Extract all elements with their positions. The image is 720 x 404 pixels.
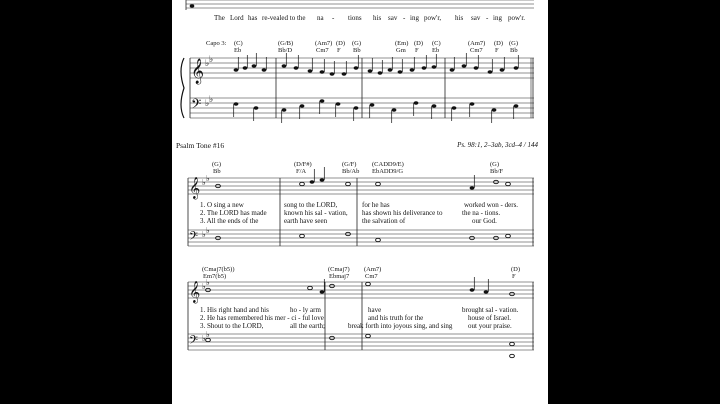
chord-symbol: (Am7)	[315, 40, 333, 47]
lyric-syllable: pow'r,	[424, 14, 442, 22]
note-head	[342, 72, 347, 75]
lyric-syllable: sav	[471, 14, 481, 22]
verse-text: 3. Shout to the LORD,	[200, 322, 264, 330]
verse-text: earth have seen	[284, 217, 328, 225]
svg-text:♭: ♭	[205, 59, 210, 69]
verse-text: break forth into joyous sing, and sing	[348, 322, 453, 330]
svg-text:♭: ♭	[209, 95, 214, 105]
verse-text: 2. He has remembered his mer - ci - ful love	[200, 314, 324, 322]
svg-text:𝄢: 𝄢	[191, 96, 202, 115]
capo-label: Capo 3:	[206, 40, 227, 47]
lyric-syllable: ing	[410, 14, 419, 22]
note-head	[376, 238, 381, 241]
note-head	[470, 288, 475, 291]
note-head	[506, 234, 511, 237]
note-head	[320, 99, 325, 102]
verse-text: ho - ly arm	[290, 306, 321, 314]
svg-text:♭: ♭	[209, 55, 214, 65]
note-head	[392, 108, 397, 111]
note-head	[310, 180, 315, 183]
note-head	[234, 102, 239, 105]
lyric-syllable: re-vealed to the	[262, 14, 306, 22]
svg-text:♭: ♭	[202, 282, 206, 291]
chord-symbol: Cm7	[470, 47, 483, 54]
verse-text: song to the LORD,	[284, 201, 338, 209]
scripture-reference: Ps. 98:1, 2–3ab, 3cd–4 / 144	[457, 141, 538, 149]
system3-bass-staff	[188, 334, 534, 350]
verse-text: 1. O sing a new	[200, 201, 244, 209]
chord-symbol: F	[415, 47, 419, 54]
note-head	[432, 65, 437, 68]
verse-text: 1. His right hand and his	[200, 306, 269, 314]
chord-symbol: (G)	[509, 40, 519, 47]
svg-text:♭: ♭	[206, 278, 210, 287]
chord-symbol: (G/B)	[278, 40, 294, 47]
note-head	[414, 101, 419, 104]
chord-symbol: Cm7	[365, 273, 378, 280]
note-head	[510, 342, 515, 345]
note-head	[410, 68, 415, 71]
note-head	[354, 106, 359, 109]
note-head	[452, 106, 457, 109]
note-head	[320, 70, 325, 73]
system2-bass-staff	[188, 230, 534, 246]
svg-text:♭: ♭	[206, 226, 210, 235]
lyric-syllable: -	[486, 14, 489, 22]
verse-text: 2. The LORD has made	[200, 209, 267, 217]
chord-symbol: (D)	[414, 40, 424, 47]
note-head	[368, 69, 373, 72]
note-head	[470, 102, 475, 105]
lyric-syllable: -	[332, 14, 335, 22]
note-head	[514, 66, 519, 69]
note-head	[320, 290, 325, 293]
svg-text:♭: ♭	[206, 330, 210, 339]
verse-text: known his sal - vation,	[284, 209, 348, 217]
note-head	[234, 68, 239, 71]
note-head	[484, 290, 489, 293]
svg-text:𝄢: 𝄢	[189, 230, 199, 246]
note-head	[470, 186, 475, 189]
chord-symbol: F	[337, 47, 341, 54]
note-head	[432, 104, 437, 107]
svg-text:𝄞: 𝄞	[191, 59, 205, 84]
chord-symbol: (D)	[494, 40, 504, 47]
system2-treble-staff	[188, 178, 534, 194]
verse-text: worked won - ders.	[464, 201, 519, 209]
verse-text: brought sal - vation.	[462, 306, 519, 314]
chord-symbol: (G/F)	[342, 161, 357, 168]
chord-symbol: (D)	[511, 266, 521, 273]
note-head	[488, 70, 493, 73]
chord-symbol: (Cmaj7)	[328, 266, 350, 273]
verse-text: the na - tions.	[462, 209, 501, 217]
chord-symbol: Bb	[213, 168, 221, 175]
note-head	[300, 182, 305, 185]
chord-symbol: F	[512, 273, 516, 280]
svg-text:♭: ♭	[206, 174, 210, 183]
note-head	[492, 108, 497, 111]
note-head	[300, 234, 305, 237]
chord-symbol: F	[495, 47, 499, 54]
note-head	[378, 71, 383, 74]
chord-symbol: (Am7)	[364, 266, 382, 273]
note-head	[506, 182, 511, 185]
verse-text: all the earth;	[290, 322, 325, 330]
note-head	[308, 286, 313, 289]
note-head	[330, 72, 335, 75]
chord-symbol: (C)	[432, 40, 441, 47]
chord-symbol: (G)	[212, 161, 222, 168]
chord-symbol: Ebmaj7	[329, 273, 350, 280]
verse-text: for he has	[362, 201, 390, 209]
svg-text:𝄢: 𝄢	[189, 334, 199, 350]
chord-symbol: Em7(b5)	[203, 273, 227, 280]
chord-symbol: Bb/F	[490, 168, 504, 175]
note-head	[366, 334, 371, 337]
chord-symbol: Cm7	[316, 47, 329, 54]
chord-symbol: Eb	[432, 47, 440, 54]
note-head	[346, 182, 351, 185]
lyric-syllable: na	[317, 14, 324, 22]
note-head	[500, 68, 505, 71]
verse-text: out your praise.	[468, 322, 512, 330]
note-head	[282, 108, 287, 111]
chord-symbol: (D)	[336, 40, 346, 47]
note-head	[514, 104, 519, 107]
note-head	[398, 70, 403, 73]
note-head	[300, 104, 305, 107]
verse-text: house of Israel.	[468, 314, 511, 322]
chord-symbol: Eb	[234, 47, 242, 54]
note-head	[294, 66, 299, 69]
lyric-syllable: Lord	[230, 14, 244, 22]
note-head	[308, 69, 313, 72]
svg-text:𝄞: 𝄞	[189, 281, 201, 303]
note-head	[388, 68, 393, 71]
note-head	[243, 66, 248, 69]
note-head	[366, 282, 371, 285]
lyric-syllable: ing	[493, 14, 502, 22]
chord-symbol: (G)	[352, 40, 362, 47]
lyric-syllable: his	[455, 14, 464, 22]
top-staff	[186, 0, 534, 8]
note-head	[262, 68, 267, 71]
note-head	[252, 64, 257, 67]
note-head	[336, 102, 341, 105]
chord-symbol: Bb/D	[278, 47, 293, 54]
chord-symbol: (C)	[234, 40, 243, 47]
verse-text: and his truth for the	[368, 314, 424, 322]
chord-symbol: (G)	[490, 161, 500, 168]
svg-text:♭: ♭	[202, 230, 206, 239]
svg-text:♭: ♭	[205, 99, 210, 109]
note-head	[450, 68, 455, 71]
lyric-syllable: his	[373, 14, 382, 22]
note-head	[282, 64, 287, 67]
note-head	[474, 66, 479, 69]
sheet-music-page	[172, 0, 548, 404]
chord-symbol: Gm	[396, 47, 406, 54]
section-title: Psalm Tone #16	[176, 141, 225, 150]
chord-symbol: F/A	[296, 168, 307, 175]
svg-text:♭: ♭	[202, 178, 206, 187]
verse-text: has shown his deliverance to	[362, 209, 443, 217]
note-head	[254, 106, 259, 109]
lyric-syllable: pow'r.	[508, 14, 526, 22]
verse-text: have	[368, 306, 382, 314]
note-head	[376, 182, 381, 185]
svg-text:♭: ♭	[202, 334, 206, 343]
note-head	[422, 66, 427, 69]
note-head	[354, 66, 359, 69]
note-head	[462, 64, 467, 67]
verse-text: our God.	[472, 217, 497, 225]
svg-text:𝄞: 𝄞	[189, 177, 201, 199]
lyric-syllable: tions	[348, 14, 362, 22]
chord-symbol: (Em)	[395, 40, 409, 47]
chord-symbol: (Am7)	[468, 40, 486, 47]
lyric-syllable: has	[248, 14, 258, 22]
chord-symbol: Bb	[353, 47, 361, 54]
lyric-syllable: sav	[388, 14, 398, 22]
verse-text: 3. All the ends of the	[200, 217, 259, 225]
lyric-syllable: The	[214, 14, 225, 22]
chord-symbol: Bb	[510, 47, 518, 54]
chord-symbol: (Cmaj7(b5))	[202, 266, 235, 273]
chord-symbol: EbADD9/G	[372, 168, 404, 175]
system3-treble-staff	[188, 282, 534, 298]
note-head	[320, 178, 325, 181]
verse-text: the salvation of	[362, 217, 406, 225]
chord-symbol: (D/F#)	[294, 161, 312, 168]
chord-symbol: (CADD9/E)	[372, 161, 404, 168]
lyric-syllable: -	[403, 14, 406, 22]
note-head	[510, 354, 515, 357]
note-head	[370, 103, 375, 106]
chord-symbol: Bb/Ab	[342, 168, 360, 175]
